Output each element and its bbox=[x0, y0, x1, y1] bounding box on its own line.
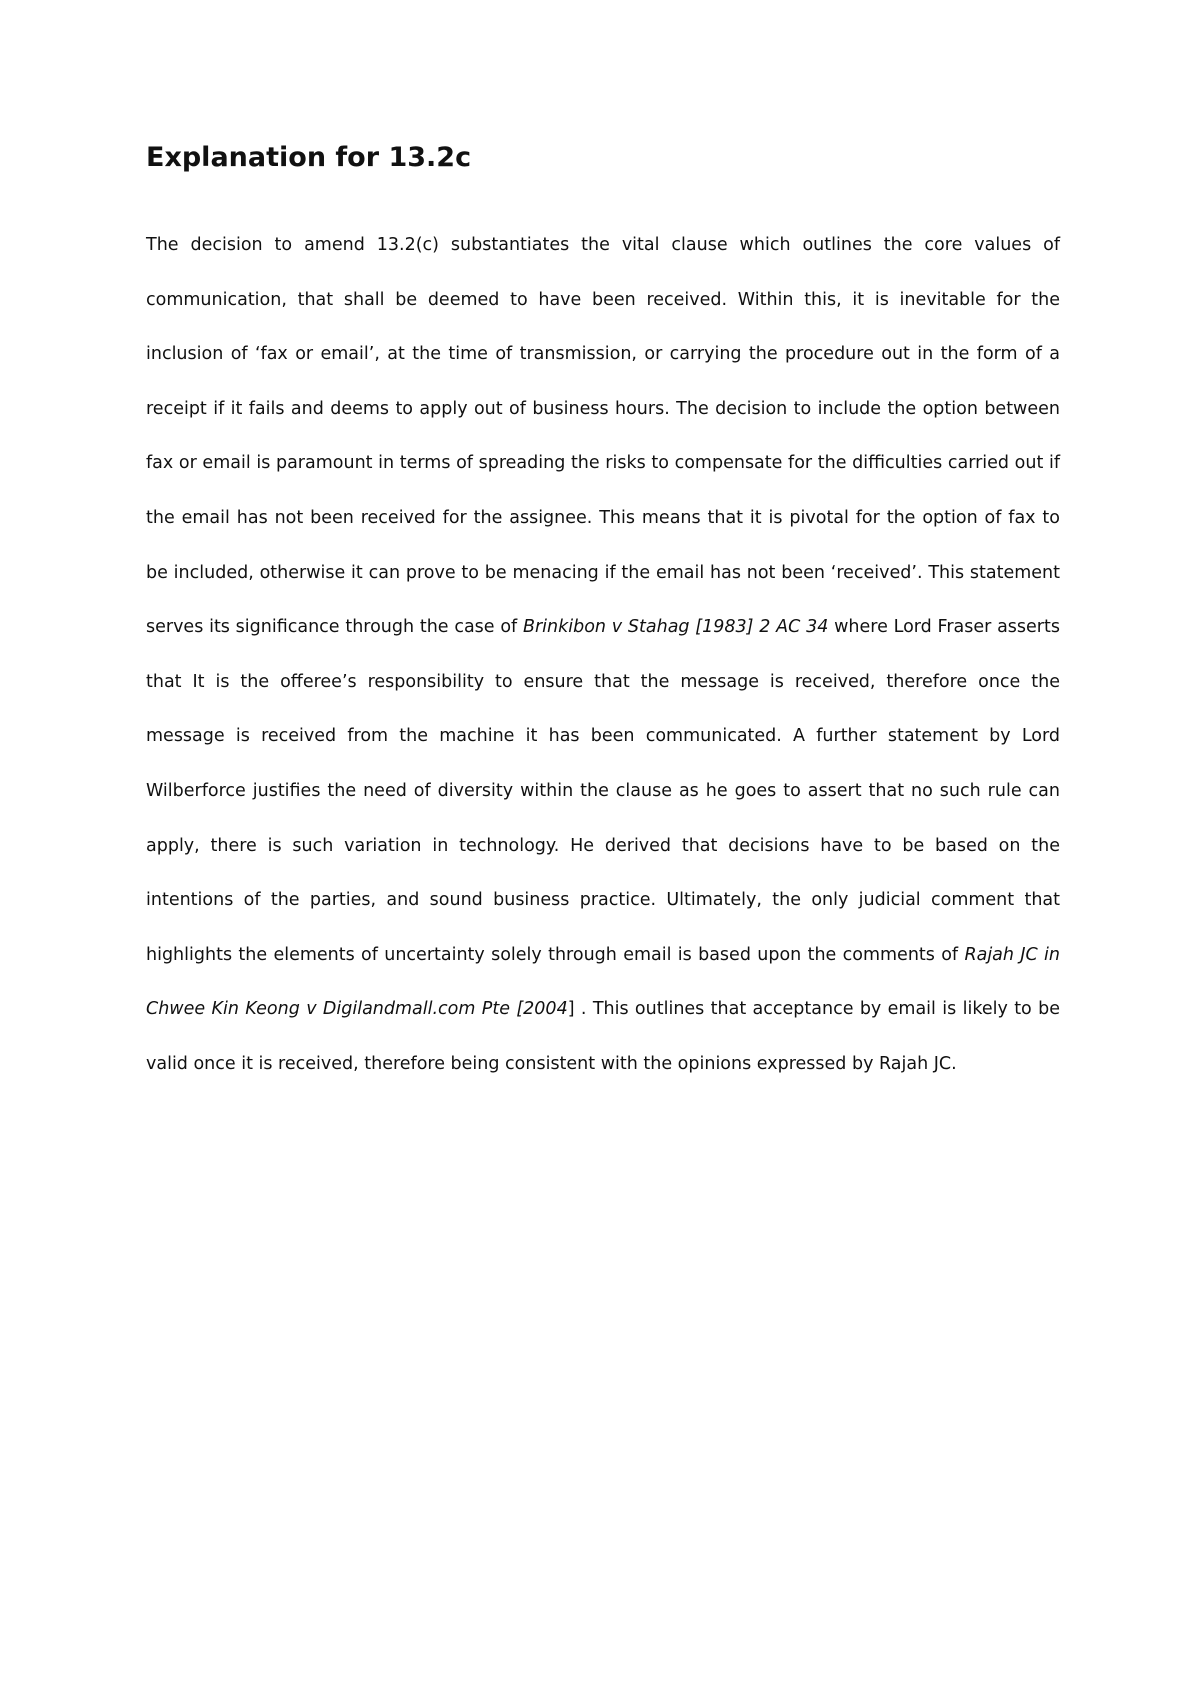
document-title: Explanation for 13.2c bbox=[146, 142, 472, 173]
body-text-segment: where Lord Fraser asserts that It is the offeree’s responsibility to ensure that the message is received, therefore once the message is received from the machine it has been communicated. A further statement by Lord Wilberforce justifies the need of diversity within the clause as he goes to assert that no such rule can apply, there is such variation in technology. He derived that decisions have to be based on the intentions of the parties, and sound business practice. Ultimately, the only judicial comment that highlights the elements of uncertainty solely through email is based upon the comments of bbox=[146, 617, 1060, 965]
case-citation-chwee-kin-keong: Rajah JC in Chwee Kin Keong v Digilandmall.com Pte [2004 bbox=[146, 944, 1060, 1020]
body-text-segment: ] . This outlines that acceptance by email is likely to be valid once it is received, therefore being consistent with the opinions expressed by Rajah JC. bbox=[146, 999, 1060, 1074]
body-paragraph bbox=[146, 218, 1060, 1092]
case-citation-brinkibon: Brinkibon v Stahag [1983] 2 AC 34 bbox=[522, 617, 829, 638]
document-content bbox=[146, 138, 1060, 1092]
body-text-segment: The decision to amend 13.2(c) substantiates the vital clause which outlines the core values of communication, that shall be deemed to have been received. Within this, it is inevitable for the inclusion of ‘fax or email’, at the time of transmission, or carrying the procedure out in the form of a receipt if it fails and deems to apply out of business hours. The decision to include the option between fax or email is paramount in terms of spreading the risks to compensate for the difficulties carried out if the email has not been received for the assignee. This means that it is pivotal for the option of fax to be included, otherwise it can prove to be menacing if the email has not been ‘received’. This statement serves its significance through the case of bbox=[146, 235, 1060, 638]
